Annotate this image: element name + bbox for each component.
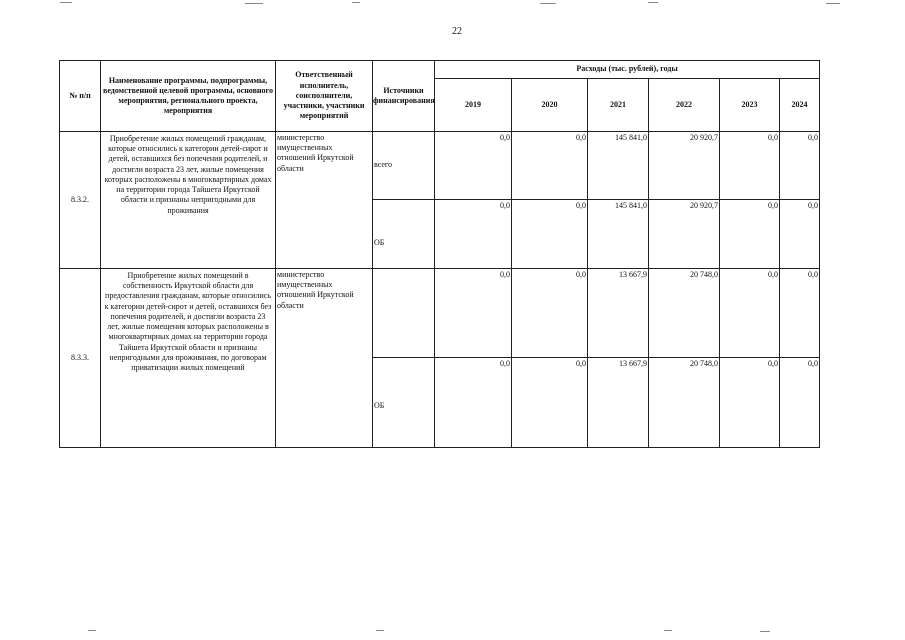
value-cell: 0,0 xyxy=(512,200,588,269)
value-cell: 0,0 xyxy=(720,132,780,200)
value-cell: 0,0 xyxy=(780,269,820,358)
value-cell: 0,0 xyxy=(435,200,512,269)
value-cell: 0,0 xyxy=(780,200,820,269)
row-number: 8.3.2. xyxy=(60,132,101,269)
row-name: Приобретение жилых помещений в собственность Иркутской области для предоставления гражданам, которые относились к категории детей-сирот и детей, оставшихся без попечения родителей, и достигли возраста 23 лет, жилые помещения которых расположены в многоквартирных домах на территории города Тайшета Иркутской области и признаны непригодными для проживания, по договорам приватизации жилых помещений xyxy=(101,269,276,448)
header-expenses: Расходы (тыс. рублей), годы xyxy=(435,61,820,79)
value-cell: 145 841,0 xyxy=(588,132,649,200)
value-cell: 0,0 xyxy=(435,132,512,200)
expenses-table xyxy=(59,60,820,448)
header-year: 2019 xyxy=(435,79,512,132)
value-cell: 145 841,0 xyxy=(588,200,649,269)
header-executor: Ответственный исполнитель, соисполнители, участники, участники мероприятий xyxy=(276,61,373,132)
header-no: № п/п xyxy=(60,61,101,132)
page-number: 22 xyxy=(452,26,462,37)
row-name: Приобретение жилых помещений гражданам, которые относились к категории детей-сирот и детей, оставшихся без попечения родителей, и достигли возраста 23 лет, жилые помещения которых расположены в многоквартирных домах на территории города Тайшета Иркутской области и признаны непригодными для проживания xyxy=(101,132,276,269)
header-year: 2021 xyxy=(588,79,649,132)
header-row xyxy=(60,61,820,79)
header-year: 2022 xyxy=(649,79,720,132)
header-source: Источники финансирования xyxy=(373,61,435,132)
row-executor: министерство имущественных отношений Иркутской области xyxy=(276,269,373,448)
row-executor: министерство имущественных отношений Иркутской области xyxy=(276,132,373,269)
value-cell: 0,0 xyxy=(720,269,780,358)
value-cell: 13 667,9 xyxy=(588,358,649,448)
value-cell: 0,0 xyxy=(512,132,588,200)
value-cell: 20 748,0 xyxy=(649,358,720,448)
value-cell: 0,0 xyxy=(435,358,512,448)
source-label: ОБ xyxy=(373,200,435,269)
header-year: 2020 xyxy=(512,79,588,132)
value-cell: 0,0 xyxy=(512,269,588,358)
value-cell: 0,0 xyxy=(435,269,512,358)
value-cell: 0,0 xyxy=(720,358,780,448)
row-number: 8.3.3. xyxy=(60,269,101,448)
value-cell: 0,0 xyxy=(720,200,780,269)
value-cell: 20 748,0 xyxy=(649,269,720,358)
header-year: 2023 xyxy=(720,79,780,132)
value-cell: 13 667,9 xyxy=(588,269,649,358)
value-cell: 0,0 xyxy=(780,358,820,448)
header-year: 2024 xyxy=(780,79,820,132)
header-name: Наименование программы, подпрограммы, ведомственной целевой программы, основного мероприятия, регионального проекта, мероприятия xyxy=(101,61,276,132)
table-row xyxy=(60,132,820,200)
value-cell: 20 920,7 xyxy=(649,200,720,269)
value-cell: 0,0 xyxy=(780,132,820,200)
source-label: ОБ xyxy=(373,358,435,448)
value-cell: 20 920,7 xyxy=(649,132,720,200)
value-cell: 0,0 xyxy=(512,358,588,448)
source-label: всего xyxy=(373,132,435,200)
source-label xyxy=(373,269,435,358)
table-row xyxy=(60,269,820,358)
